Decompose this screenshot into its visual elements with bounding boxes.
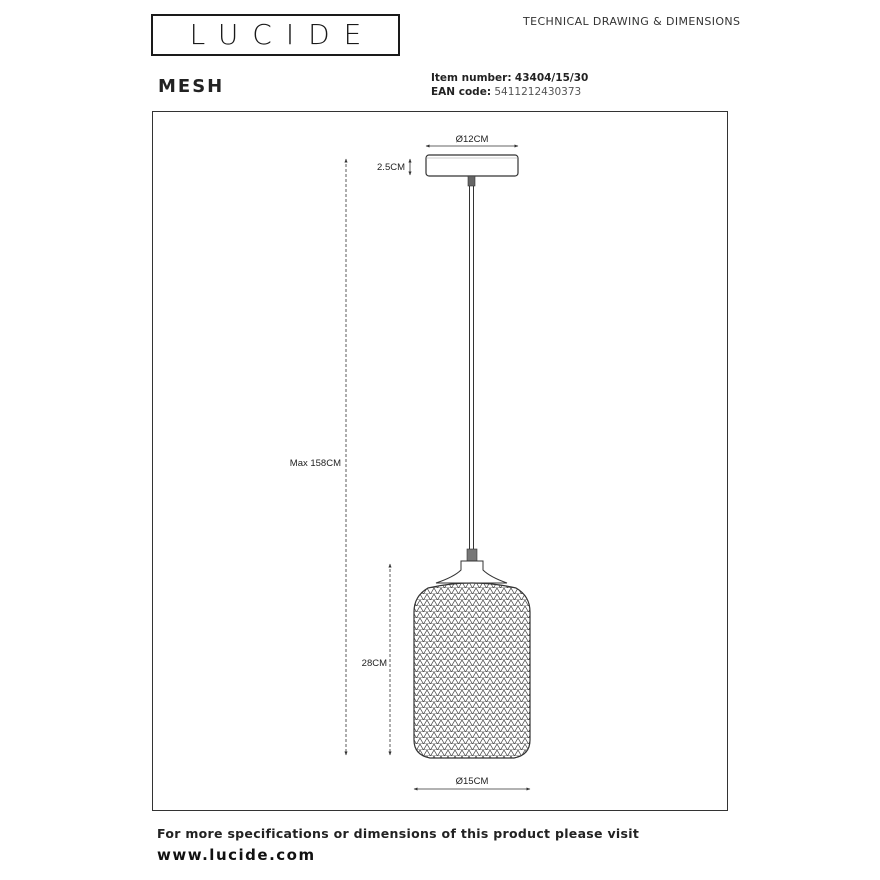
dim-max-height (290, 159, 346, 755)
dim-canopy-diameter (426, 134, 518, 146)
dim-shade-diameter (414, 776, 530, 789)
item-number-value: 43404/15/30 (514, 72, 589, 84)
website-link[interactable]: www.lucide.com (157, 846, 316, 864)
ean-code-label: EAN code: (431, 86, 492, 98)
shade-diameter-label: Ø15CM (455, 776, 489, 787)
mesh-shade (414, 583, 530, 758)
canopy (426, 155, 518, 186)
cable (470, 186, 474, 551)
canopy-height-label: 2.5CM (377, 162, 405, 173)
item-number-label: Item number: (431, 72, 512, 84)
footer-note: For more specifications or dimensions of this product please visit (157, 826, 640, 841)
canopy-diameter-label: Ø12CM (455, 134, 489, 145)
shade-height-label: 28CM (361, 658, 387, 669)
dim-canopy-height (377, 159, 410, 175)
dim-shade-height (362, 564, 390, 755)
logo-text: LUCIDE (189, 18, 376, 51)
max-height-label: Max 158CM (289, 458, 341, 469)
product-name: MESH (158, 76, 225, 97)
ean-code-value: 5411212430373 (494, 86, 582, 98)
shade-neck (436, 549, 507, 583)
document-title: TECHNICAL DRAWING & DIMENSIONS (523, 15, 741, 28)
